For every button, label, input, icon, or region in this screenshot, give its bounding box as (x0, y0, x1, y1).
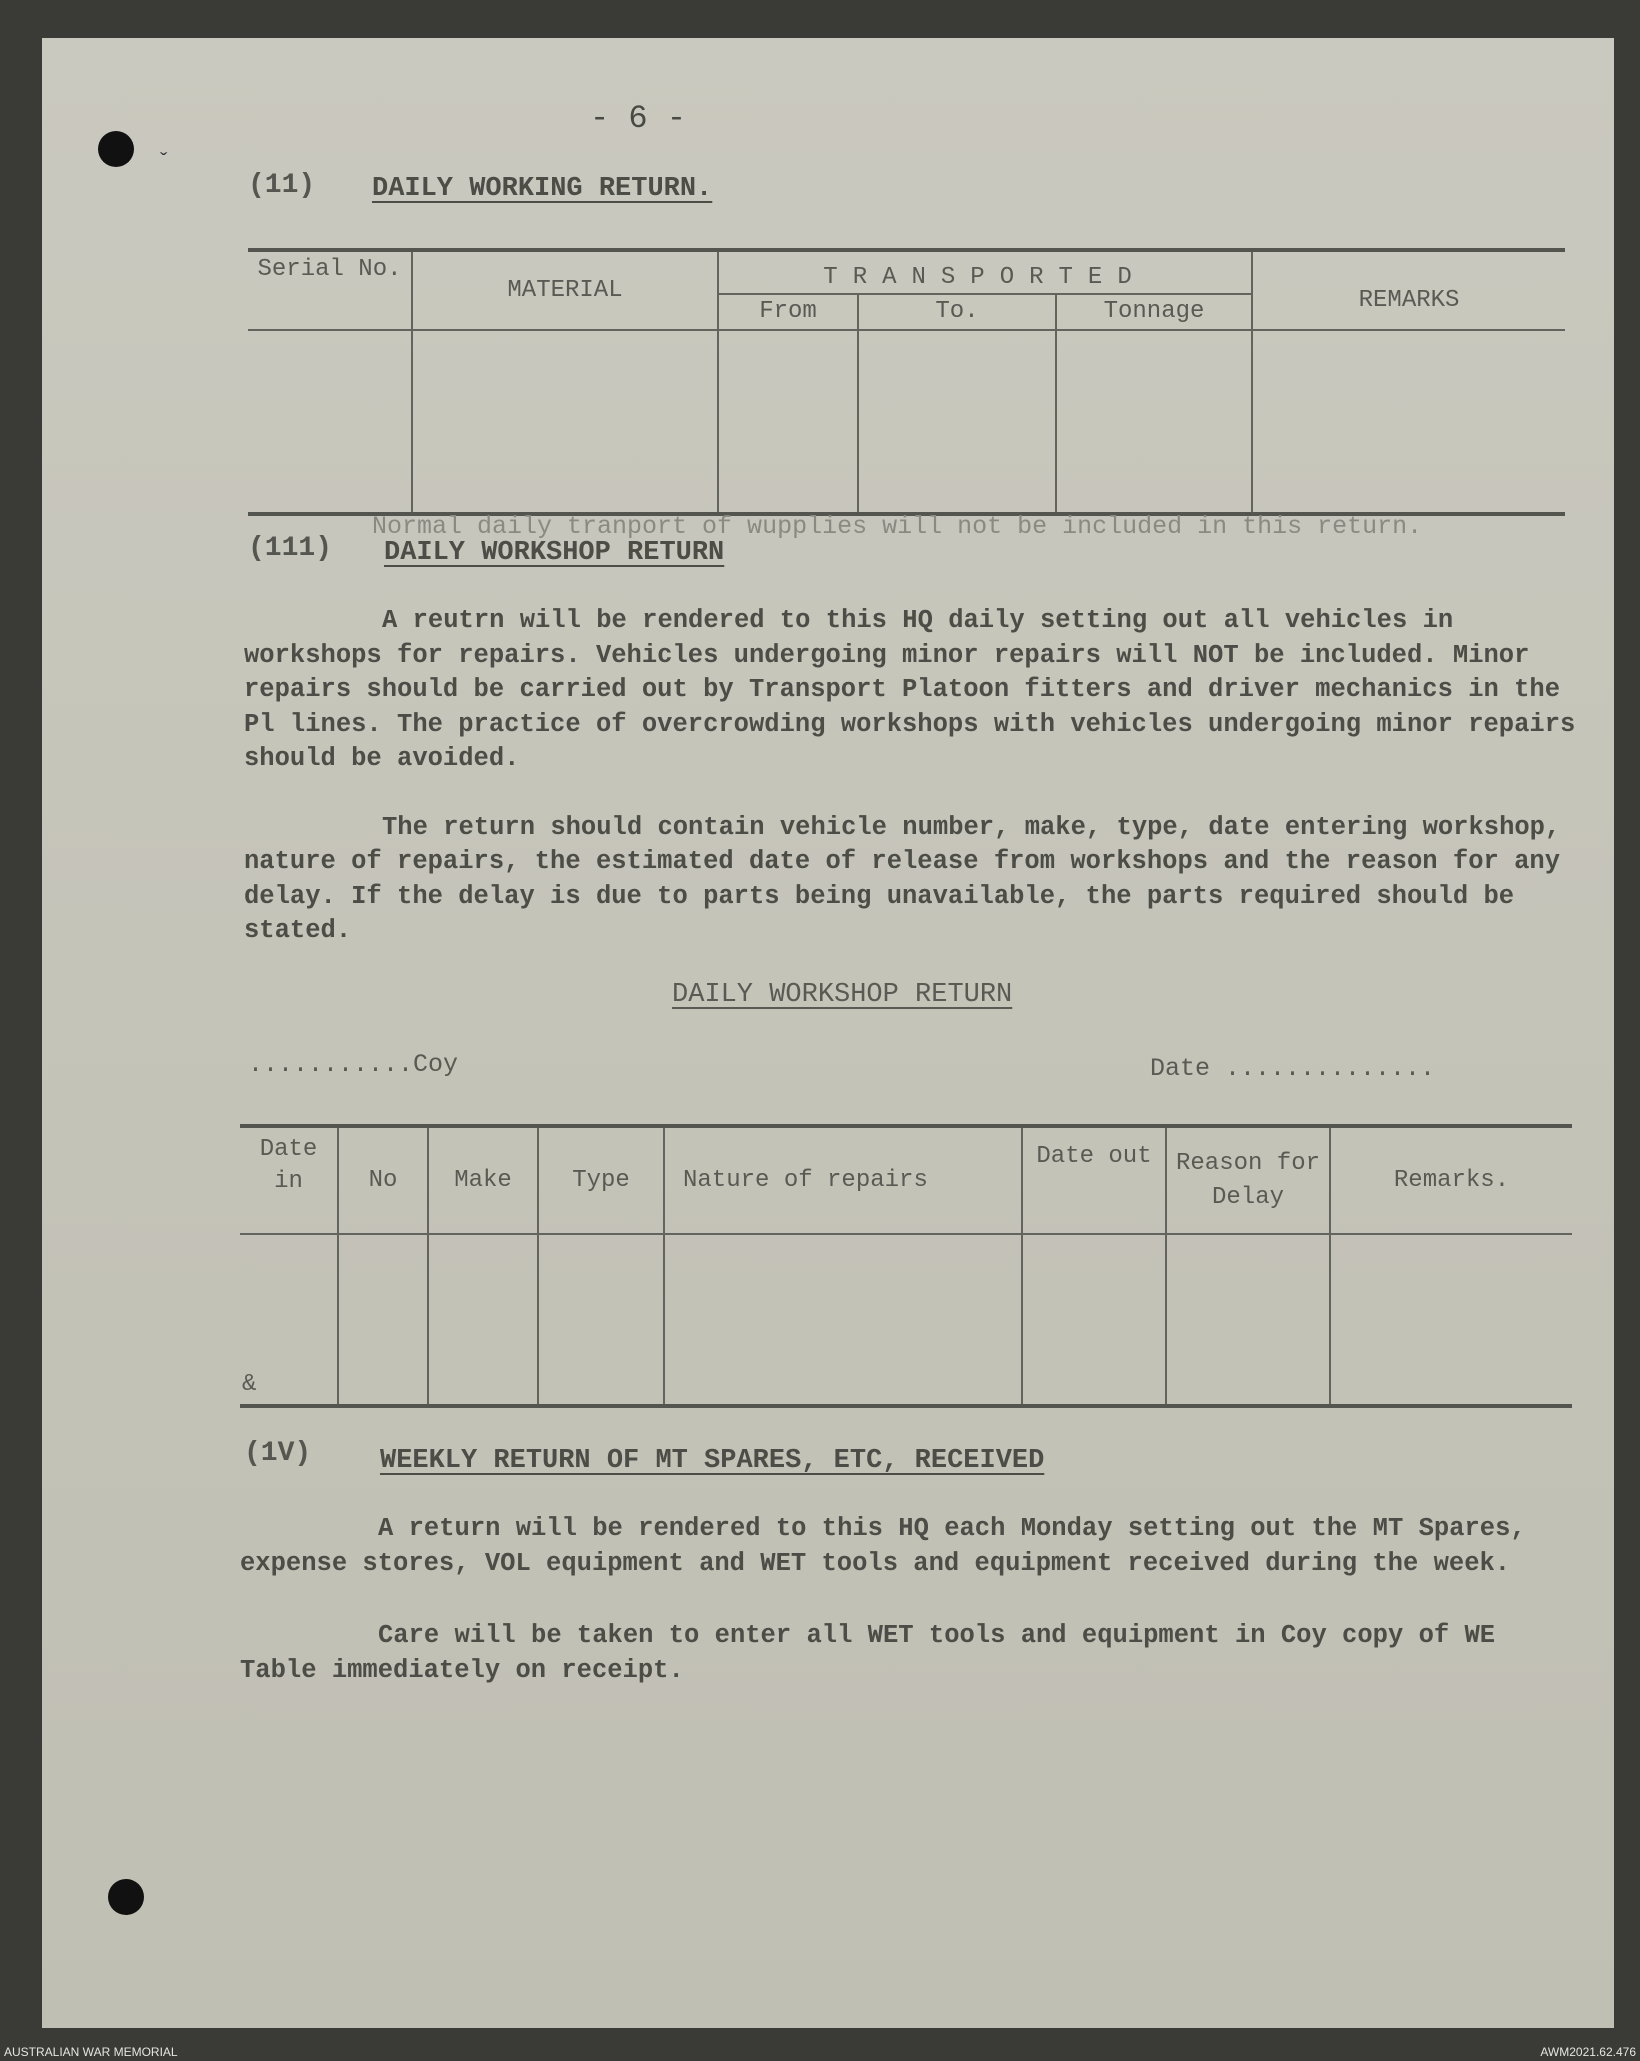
header-no: No (338, 1126, 428, 1234)
punch-hole-bottom (108, 1879, 144, 1915)
table-cell (718, 330, 858, 514)
section-3-title: DAILY WORKSHOP RETURN (384, 538, 725, 568)
daily-working-return-table (248, 248, 1565, 516)
section-4-title: WEEKLY RETURN OF MT SPARES, ETC, RECEIVED (380, 1446, 1045, 1476)
section-4-paragraph-1: A return will be rendered to this HQ each Monday setting out the MT Spares, expense stores, VOL equipment and WET tools and equipment received during the week. (240, 1514, 1526, 1578)
date-field: Date .............. (1150, 1054, 1436, 1083)
header-transported: TRANSPORTED (718, 250, 1252, 294)
section-3-number: (111) (248, 533, 333, 564)
pencil-mark-icon: ˇ (157, 150, 171, 175)
section-2-title: DAILY WORKING RETURN. (372, 174, 713, 204)
workshop-form-title: DAILY WORKSHOP RETURN (672, 980, 1013, 1010)
table-cell (1022, 1234, 1166, 1406)
table-cell (338, 1234, 428, 1406)
section-3-paragraph-1: A reutrn will be rendered to this HQ daily setting out all vehicles in workshops for repairs. Vehicles undergoing minor repairs will NOT be included. Minor repairs should be carried out by Transport Platoon fitters and driver mechanics in the Pl lines. The practice of overcrowding workshops with vehicles undergoing minor repairs should be avoided. (244, 606, 1576, 773)
table-cell (1166, 1234, 1330, 1406)
header-reason-for-delay: Reason for Delay (1166, 1126, 1330, 1234)
row-mark: & (240, 1234, 338, 1406)
table-cell (248, 330, 412, 514)
table-cell (1252, 330, 1565, 514)
header-remarks: Remarks. (1330, 1126, 1572, 1234)
table-cell (538, 1234, 664, 1406)
coy-field: ...........Coy (248, 1050, 459, 1079)
footer-accession: AWM2021.62.476 (1540, 2045, 1636, 2059)
section-3-paragraph-2: The return should contain vehicle number, make, type, date entering workshop, nature of repairs, the estimated date of release from workshops and the reason for any delay. If the delay is due to parts being unavailable, the parts required should be stated. (244, 812, 1561, 945)
punch-hole-top (98, 131, 134, 167)
header-type: Type (538, 1126, 664, 1234)
header-nature-of-repairs: Nature of repairs (664, 1126, 1022, 1234)
daily-workshop-return-table (240, 1124, 1572, 1408)
section-4-number: (1V) (244, 1438, 312, 1469)
header-date-in: Date in (240, 1126, 338, 1234)
header-date-out: Date out (1022, 1126, 1166, 1234)
table-cell (412, 330, 718, 514)
table-cell (1330, 1234, 1572, 1406)
table-cell (664, 1234, 1022, 1406)
header-make: Make (428, 1126, 538, 1234)
table-cell (1056, 330, 1252, 514)
table-cell (428, 1234, 538, 1406)
section-2-number: (11) (248, 170, 316, 201)
table-cell (858, 330, 1056, 514)
footer-credit: AUSTRALIAN WAR MEMORIAL (4, 2045, 178, 2059)
section-4-paragraph-2: Care will be taken to enter all WET tools and equipment in Coy copy of WE Table immediately on receipt. (240, 1621, 1496, 1685)
section-3-paragraphs (244, 604, 1594, 949)
working-return-note: Normal daily tranport of wupplies will not be included in this return. (372, 512, 1423, 541)
header-remarks: REMARKS (1252, 250, 1565, 330)
header-material: MATERIAL (412, 250, 718, 330)
header-tonnage: Tonnage (1056, 294, 1252, 330)
header-from: From (718, 294, 858, 330)
page-number: - 6 - (590, 100, 687, 137)
section-4-paragraphs (240, 1512, 1530, 1688)
header-to: To. (858, 294, 1056, 330)
header-serial-no: Serial No. (248, 250, 412, 330)
